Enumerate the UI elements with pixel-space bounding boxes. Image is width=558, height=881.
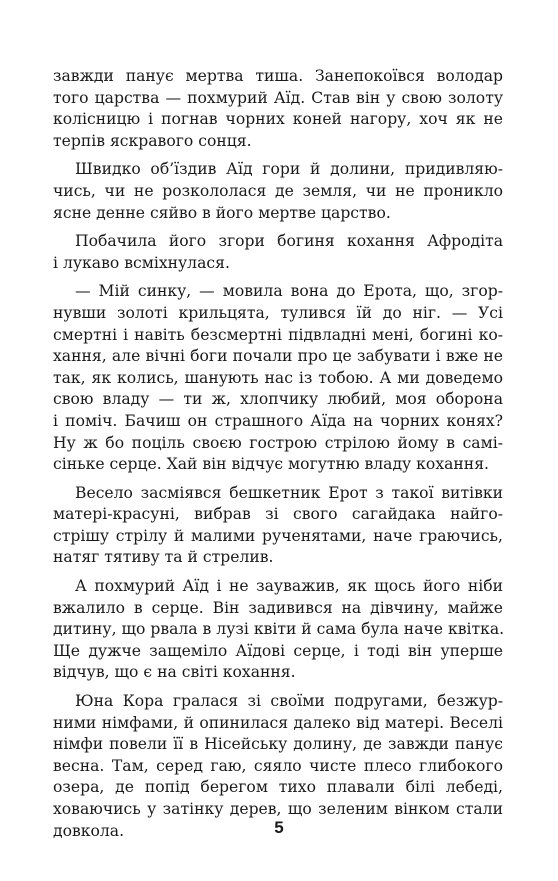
text-line: і поміч. Бачиш он страшного Аїда на чорних конях? [53,411,503,430]
text-line: колісницю і погнав чорних коней нагору, хоч як не [53,110,503,129]
paragraph [53,483,503,569]
paragraph [53,576,503,684]
text-line: Побачила його згори богиня кохання Афродіта [75,232,503,251]
text-line: Ще дужче защеміло Аїдові серце, і тоді він уперше [53,641,503,660]
text-line: вжалило в серце. Він задивився на дівчину, майже [53,598,503,617]
paragraph [53,159,503,224]
text-line: того царства — похмурий Аїд. Став він у свою золоту [53,88,503,107]
text-line: Весело засміявся бешкетник Ерот з такої витівки [75,483,503,502]
text-line: Ну ж бо поціль своєю гострою стрілою йому в самі- [53,433,503,452]
paragraph [53,281,503,475]
text-line: так, як колись, шанують нас із тобою. А ми доведемо [53,368,503,387]
paragraph [53,66,503,152]
text-line: терпів яскравого сонця. [53,131,252,150]
page-number: 5 [274,818,284,837]
text-line: весна. Там, серед гаю, сяяло чисте плесо глибокого [53,756,503,775]
text-line: нувши золоті крильцята, тулився їй до ніг. — Усі [53,303,503,322]
text-line: Швидко об’їздив Аїд гори й долини, придивляю- [75,160,503,179]
body-text [53,66,503,849]
text-line: чись, чи не розкололася де земля, чи не проникло [53,181,503,200]
text-line: і лукаво всміхнулася. [53,253,230,272]
text-line: німфи повели її в Нісейську долину, де завжди панує [53,735,503,754]
text-line: Юна Кора гралася зі своїми подругами, безжур- [75,692,503,711]
text-line: смертні і навіть безсмертні підвладні мені, богині ко- [53,325,503,344]
text-line: ховаючись у затінку дерев, що зеленим вінком стали [53,800,503,818]
text-line: сіньке серце. Хай він відчує могутню владу кохання. [53,455,489,474]
text-line: А похмурий Аїд і не зауважив, як щось його ніби [75,577,503,596]
text-line: свою владу — ти ж, хлопчику любий, моя оборона [53,390,503,409]
text-line: завжди панує мертва тиша. Занепокоївся володар [53,67,503,85]
text-line: стрішу стрілу й малими рученятами, наче граючись, [53,526,503,545]
paragraph [53,231,503,274]
text-line: довкола. [53,821,125,840]
text-line: натяг тятиву та й стрелив. [53,548,274,567]
text-line: — Мій синку, — мовила вона до Ерота, що, згор- [75,282,503,301]
text-line: ними німфами, й опинилася далеко від матері. Веселі [53,713,503,732]
text-line: матері-красуні, вибрав зі свого сагайдака найго- [53,505,503,524]
text-line: озера, де попід берегом тихо плавали білі лебеді, [53,778,503,797]
text-line: ясне денне сяйво в його мертве царство. [53,203,391,222]
text-line: хання, але вічні боги почали про це забувати і вже не [53,347,503,366]
text-line: відчув, що є на світі кохання. [53,663,296,682]
text-line: дитину, що рвала в лузі квіти й сама була наче квітка. [53,620,505,639]
